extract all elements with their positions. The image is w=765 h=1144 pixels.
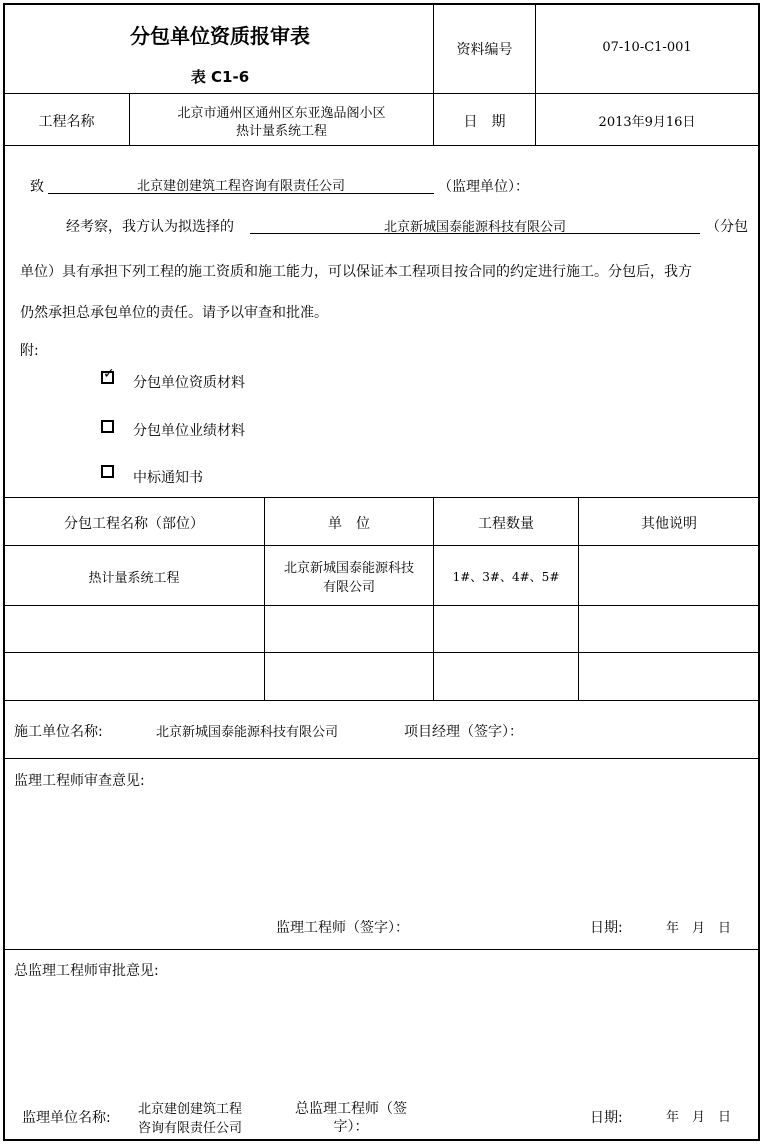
supervising-unit-label: 监理单位名称: <box>22 1110 111 1126</box>
para1-suffix: （分包 <box>706 219 748 235</box>
supervisor-sign-label: 监理工程师（签字）： <box>276 920 409 936</box>
supervisor-date-text: 年 月 日 <box>666 921 732 936</box>
to-supervisor-name: 北京建创建筑工程咨询有限责任公司 <box>136 179 345 194</box>
para3: 仍然承担总承包单位的责任。请予以审查和批准。 <box>20 305 328 321</box>
table-header-name: 分包工程名称（部位） <box>64 516 204 532</box>
attachment-label-3: 中标通知书 <box>133 470 203 486</box>
table-header-quantity: 工程数量 <box>478 516 534 532</box>
doc-no-label: 资料编号 <box>456 42 513 58</box>
row1-unit-line2: 有限公司 <box>322 580 375 595</box>
chief-sign-label-line2: 字）： <box>333 1119 369 1135</box>
rule-project <box>4 145 760 146</box>
supervising-unit-line1: 北京建创建筑工程 <box>138 1102 243 1117</box>
supervisor-opinion-label: 监理工程师审查意见: <box>14 773 145 789</box>
rule-supervisor <box>4 949 760 950</box>
to-suffix: （监理单位）： <box>438 179 529 195</box>
rule-row1 <box>4 605 760 606</box>
to-underline <box>48 193 434 194</box>
attachment-label-2: 分包单位业绩材料 <box>133 423 245 439</box>
chief-opinion-label: 总监理工程师审批意见: <box>14 963 159 979</box>
table-header-notes: 其他说明 <box>641 516 697 532</box>
rule-contractor <box>4 758 760 759</box>
chief-date-text: 年 月 日 <box>666 1110 732 1125</box>
doc-no-value: 07-10-C1-001 <box>602 40 692 55</box>
project-name-label: 工程名称 <box>38 114 95 130</box>
para1-prefix: 经考察，我方认为拟选择的 <box>66 219 234 235</box>
supervisor-date-label: 日期: <box>590 920 623 936</box>
attachments-label: 附: <box>20 343 39 359</box>
chief-sign-label-line1: 总监理工程师（签 <box>295 1101 407 1117</box>
table-header-unit: 单 位 <box>328 516 370 532</box>
date-label: 日 期 <box>463 114 506 130</box>
table-number: 表 C1-6 <box>190 68 250 86</box>
row1-project-name: 热计量系统工程 <box>88 571 180 586</box>
project-name-line1: 北京市通州区通州区东亚逸品阁小区 <box>177 106 386 121</box>
date-value: 2013年9月16日 <box>598 115 696 130</box>
row1-unit-line1: 北京新城国泰能源科技 <box>283 561 414 576</box>
para2: 单位）具有承担下列工程的施工资质和施工能力，可以保证本工程项目按合同的约定进行施工。分包后，我方 <box>20 264 692 280</box>
form-title: 分包单位资质报审表 <box>130 24 310 48</box>
rule-row3 <box>4 700 760 701</box>
attachment-checkbox-2[interactable] <box>101 420 114 433</box>
supervising-unit-line2: 咨询有限责任公司 <box>138 1121 243 1136</box>
row1-quantity: 1#、3#、4#、5# <box>452 570 560 584</box>
project-manager-sign-label: 项目经理（签字）： <box>404 724 523 740</box>
subcontractor-underline <box>250 233 700 234</box>
rule-row2 <box>4 652 760 653</box>
rule-table-top <box>4 497 760 498</box>
project-name-line2: 热计量系统工程 <box>235 124 327 139</box>
rule-table-header <box>4 545 760 546</box>
rule-header <box>4 93 760 94</box>
subcontractor-name: 北京新城国泰能源科技有限公司 <box>383 220 566 235</box>
chief-date-label: 日期: <box>590 1110 623 1126</box>
attachment-label-1: 分包单位资质材料 <box>133 375 245 391</box>
contractor-name: 北京新城国泰能源科技有限公司 <box>156 725 339 740</box>
attachment-checkbox-3[interactable] <box>101 465 114 478</box>
attachment-checkbox-1[interactable]: ✓ <box>103 366 115 382</box>
contractor-label: 施工单位名称: <box>14 724 103 740</box>
to-prefix: 致 <box>30 179 44 195</box>
